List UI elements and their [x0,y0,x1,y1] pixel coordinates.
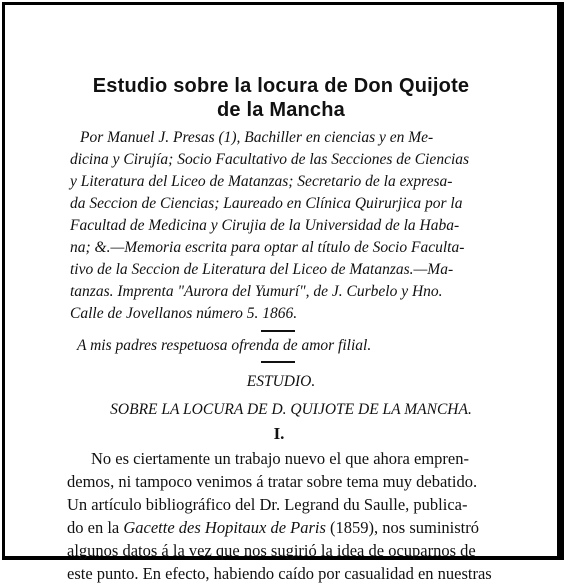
article-title-line-2: de la Mancha [217,99,345,121]
body-text-segment: do en la [67,518,124,537]
journal-title: Gacette des Hopitaux de Paris [123,518,326,537]
byline-line: tivo de la Seccion de Literatura del Liceo de Matanzas.—Ma- [70,261,454,278]
body-text-line: No es ciertamente un trabajo nuevo el que ahora empren- [91,449,469,468]
byline-line: na; &.—Memoria escrita para optar al título de Socio Faculta- [70,239,465,256]
byline-line: Calle de Jovellanos número 5. 1866. [70,305,298,322]
byline-line: Por Manuel J. Presas (1), Bachiller en ciencias y en Me- [80,129,434,146]
heading-sobre-la-locura: SOBRE LA LOCURA DE D. QUIJOTE DE LA MANCHA. [110,401,472,418]
article-title-line-1: Estudio sobre la locura de Don Quijote [92,75,470,97]
byline-line: tanzas. Imprenta "Aurora del Yumurí", de J. Curbelo y Hno. [70,283,443,300]
divider-rule [261,361,295,363]
divider-rule [261,330,295,332]
byline-line: dicina y Cirujía; Socio Facultativo de las Secciones de Ciencias [70,151,470,168]
body-text-line [67,517,479,539]
page-scan [2,2,564,583]
heading-estudio: ESTUDIO. [246,373,316,390]
byline-line: y Literatura del Liceo de Matanzas; Secretario de la expresa- [70,173,453,190]
body-text-line: algunos datos á la vez que nos sugirió la idea de ocuparnos de [67,541,476,560]
byline-line: Facultad de Medicina y Cirujia de la Universidad de la Haba- [70,217,460,234]
body-text-line: Un artículo bibliográfico del Dr. Legrand du Saulle, publica- [67,495,468,514]
body-text-line: demos, ni tampoco venimos á tratar sobre tema muy debatido. [67,472,478,491]
byline-line: da Seccion de Ciencias; Laureado en Clínica Quirurjica por la [70,195,463,212]
body-text-line: este punto. En efecto, habiendo caído por casualidad en nuestras [67,564,492,583]
dedication: A mis padres respetuosa ofrenda de amor filial. [77,337,372,354]
body-text-segment: (1859), nos suministró [325,518,479,537]
section-number: I. [273,424,285,443]
